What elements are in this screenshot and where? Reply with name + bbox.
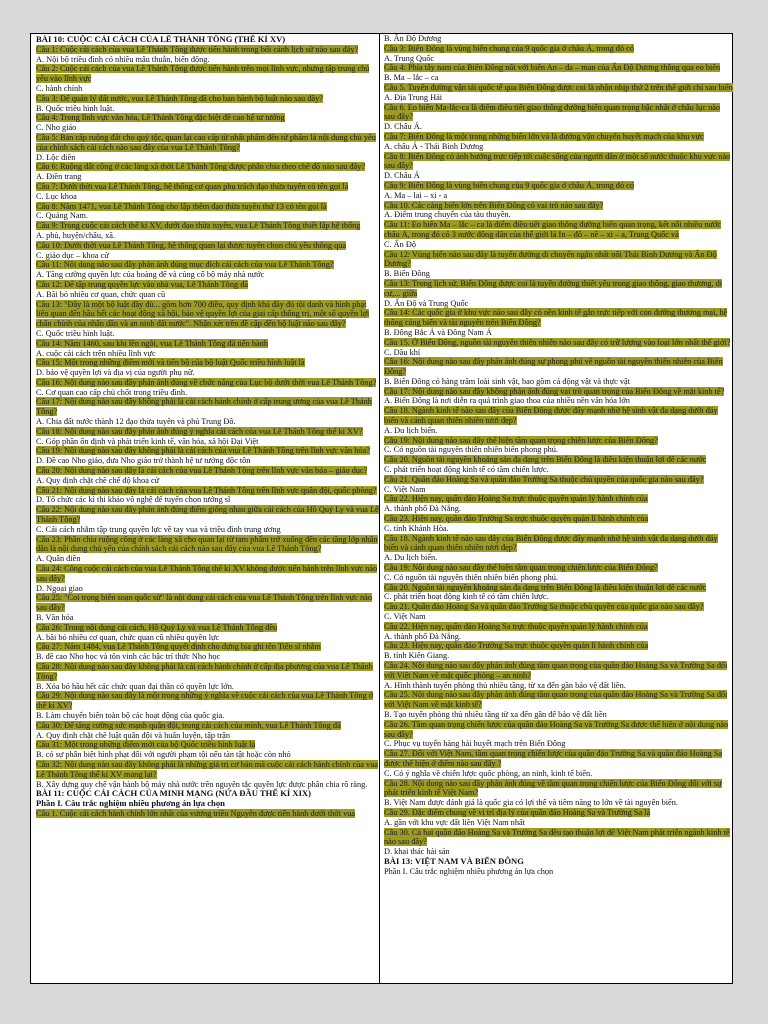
- question-text: [36, 378, 379, 388]
- answer-text: [36, 652, 379, 662]
- answer-text: [384, 798, 733, 808]
- answer-label: A. Nội bộ triều đình có nhiều mâu thuẫn, biến động.: [36, 54, 210, 64]
- answer-label: C. Việt Nam: [384, 484, 426, 494]
- question-text: [384, 690, 733, 710]
- question-label: Câu 11: Eo biển Ma – lắc – ca là điểm điều tiết giao thông đường biển quan trọng, kết nối nhiều nước châu Á, trong đó có 3 nước đông dân của thế giới là In – đô – nê – xi – a, Trung Quốc và: [384, 220, 722, 239]
- question-text: [36, 358, 379, 368]
- answer-label: A. cuộc cải cách trên nhiều lĩnh vực: [36, 348, 156, 358]
- answer-label: B. Tạo tuyến phòng thủ nhiều tầng từ xa đến gần để bảo vệ đất liền: [384, 709, 607, 719]
- answer-text: [384, 612, 733, 622]
- question-text: [36, 691, 379, 711]
- question-label: Câu 17: Nội dung nào sau đây không phải là cải cách hành chính ở cấp trung ương của vua Lê Thánh Tông?: [36, 397, 372, 417]
- question-label: Câu 18: Nội dung nào sau đây phản ánh đúng ý nghĩa cải cách của vua Lê Thánh Tông thế kỉ XV?: [36, 426, 363, 436]
- answer-text: [384, 73, 733, 83]
- answer-label: C. Cải cách nhằm tập trung quyền lực về tay vua và triều đình trung ương: [36, 524, 281, 534]
- answer-text: [384, 377, 733, 387]
- question-label: Câu 18. Ngành kinh tế nào sau đây của Biển Đông được đẩy mạnh nhờ hệ sinh vật đa dạng dưới đáy biển và cảnh quan thiên nhiên tươi đẹp?: [384, 533, 718, 553]
- answer-label: A. Chia đất nước thành 12 đạo thừa tuyên và phủ Trung Đô.: [36, 417, 236, 427]
- answer-text: [36, 329, 379, 339]
- section-heading: [36, 35, 379, 45]
- question-text: [384, 779, 733, 799]
- question-text: [36, 397, 379, 417]
- answer-text: [36, 613, 379, 623]
- answer-text: [36, 456, 379, 466]
- answer-text: [36, 388, 379, 398]
- question-text: [36, 94, 379, 104]
- answer-text: [384, 396, 733, 406]
- answer-label: C. hành chính: [36, 83, 83, 93]
- answer-text: [384, 269, 733, 279]
- question-label: Câu 10: Dưới thời vua Lê Thánh Tông, hệ thống quan lại được tuyển chọn chủ yếu thông qua: [36, 240, 347, 250]
- question-text: [384, 152, 733, 172]
- question-label: Câu 6: Ruộng đất công ở các làng xã thời Lê Thánh Tông được phân chia theo chế độ nào sau đây?: [36, 162, 366, 172]
- question-text: [384, 132, 733, 142]
- answer-label: B. Làm chuyển biến toàn bộ các hoạt động của quốc gia.: [36, 710, 225, 720]
- question-text: [36, 486, 379, 496]
- question-label: Câu 2: Cuộc cải cách của vua Lê Thánh Tông được tiến hành trên mọi lĩnh vực, nhưng tập trung chủ yếu vào lĩnh vực: [36, 64, 370, 84]
- question-label: Câu 15: Một trong những điểm mới và tiến bộ của bộ luật Quốc triều hình luật là: [36, 358, 305, 368]
- question-label: Câu 29: Nội dung nào sau đây là một trong những ý nghĩa về cuộc cải cách của vua Lê Thánh Tông ở thế kỉ XV?: [36, 691, 374, 711]
- question-text: [384, 494, 733, 504]
- answer-label: A. Quy định chặt chẽ chế độ khoa cử: [36, 475, 160, 485]
- question-label: Câu 24. Nội dung nào sau đây phản ánh đúng tầm quan trọng của quần đảo Hoàng Sa và Trường Sa đối với Việt Nam về mặt quốc phòng – an ninh?: [384, 661, 728, 680]
- question-text: [384, 622, 733, 632]
- answer-text: [384, 651, 733, 661]
- question-label: Câu 25: "Coi trọng biên soạn quốc sử" là nội dung cải cách của vua Lê Thánh Tông trên lĩnh vực nào sau đây?: [36, 593, 372, 613]
- question-text: [384, 534, 733, 554]
- answer-label: Phần I. Câu trắc nghiệm nhiều phương án lựa chọn: [384, 866, 554, 876]
- answer-text: [384, 504, 733, 514]
- answer-label: D. Lộc điền: [36, 152, 76, 162]
- question-text: [384, 201, 733, 211]
- answer-text: [36, 172, 379, 182]
- question-label: Câu 21. Quần đảo Hoàng Sa và quần đảo Trường Sa thuộc chủ quyền của quốc gia nào sau đây?: [384, 474, 704, 484]
- question-text: [36, 64, 379, 84]
- answer-text: [36, 554, 379, 564]
- answer-label: B. Việt Nam được đánh giá là quốc gia có lợi thế và tiềm năng to lớn về tài nguyên biển.: [384, 798, 678, 808]
- answer-label: A. Địa Trung Hải: [384, 92, 443, 102]
- answer-text: [384, 191, 733, 201]
- answer-label: B. có sự phân biệt hình phạt đối với người phạm tội nếu tàn tật hoặc còn nhỏ: [36, 750, 291, 760]
- question-text: [36, 113, 379, 123]
- answer-text: [384, 553, 733, 563]
- answer-label: B. Biển Đông: [384, 269, 430, 279]
- answer-label: C. Có nguồn tài nguyên thiên nhiên biển phong phú.: [384, 572, 558, 582]
- heading-text: Phần I. Câu trắc nghiệm nhiều phương án lựa chọn: [36, 798, 225, 809]
- question-label: Câu 15. Ở Biển Đông, nguồn tài nguyên thiên nhiên nào sau đây có trữ lượng vào loại lớn nhất thế giới?: [384, 337, 731, 347]
- question-text: [36, 593, 379, 613]
- answer-label: B. Ma – lắc – ca: [384, 73, 439, 83]
- answer-label: A. Bãi bỏ nhiều cơ quan, chức quan cũ: [36, 289, 166, 299]
- answer-text: [36, 584, 379, 594]
- question-label: Câu 16: Nội dung nào sau đây phản ánh đúng sự phong phú về nguồn tài nguyên thiên nhiên của Biển Đông?: [384, 357, 723, 377]
- answer-label: A. Hình thành tuyến phòng thủ nhiều tầng, từ xa đến gần bảo vệ đất liền.: [384, 680, 626, 690]
- answer-label: A. gần với khu vực đất liền Việt Nam nhất: [384, 817, 525, 827]
- question-label: Câu 3: Biển Đông là vùng biển chung của 9 quốc gia ở châu Á, trong đó có: [384, 43, 635, 53]
- question-text: [36, 623, 379, 633]
- answer-label: D. bảo vệ quyền lợi và địa vị của người phụ nữ.: [36, 368, 195, 378]
- answer-text: [36, 290, 379, 300]
- question-text: [36, 642, 379, 652]
- section-heading: [36, 799, 379, 809]
- document-page: [30, 33, 733, 984]
- question-label: Câu 19: Nội dung nào sau đây không phải là cải cách của vua Lê Thánh Tông trên lĩnh vực văn hóa?: [36, 446, 370, 456]
- question-label: Câu 18. Ngành kinh tế nào sau đây của Biển Đông được đẩy mạnh nhờ hệ sinh vật đa dạng dưới đáy biển và cảnh quan thiên nhiên tươi đẹp?: [384, 406, 718, 426]
- answer-label: C. Góp phần ổn định và phát triển kinh tế, văn hóa, xã hội Đại Việt: [36, 436, 259, 446]
- question-text: [384, 181, 733, 191]
- question-text: [384, 250, 733, 270]
- answer-label: A. Trung Quốc: [384, 53, 435, 63]
- answer-text: [384, 426, 733, 436]
- answer-label: B. Biển Đông có hàng trăm loài sinh vật, bao gồm cả động vật và thực vật: [384, 376, 630, 386]
- question-label: Câu 23: Phần chia ruộng công ở các làng xã cho quan lại từ tam phẩm trở xuống đến các tầng lớp nhân dân là nội dung chủ yếu của chính sách cải cách nào sau đây của vua Lê Thánh Tông?: [36, 534, 378, 554]
- question-label: Câu 27. Đối với Việt Nam, tầm quan trọng chiến lược của quần đảo Trường Sa và quần đảo Hoàng Sa được thể hiện ở điểm nào sau đây ?: [384, 749, 723, 768]
- answer-text: [384, 710, 733, 720]
- answer-text: [384, 171, 733, 181]
- answer-label: A. châu Á - Thái Bình Dương: [384, 141, 484, 151]
- answer-label: A. bãi bỏ nhiều cơ quan, chức quan cũ nhiều quyền lực: [36, 632, 220, 642]
- answer-label: A. Du lịch biển.: [384, 425, 438, 435]
- question-text: [384, 338, 733, 348]
- answer-text: [36, 731, 379, 741]
- question-label: Câu 14: Các quốc gia ở khu vực nào sau đây có nền kinh tế gắn trực tiếp với con đường thương mại, hệ thống cảng biển và tài nguyên trên Biển Đông?: [384, 308, 728, 328]
- answer-label: C. tỉnh Khánh Hòa.: [384, 523, 449, 533]
- answer-label: C. Dầu khí: [384, 347, 421, 357]
- question-label: Câu 13: "Đây là một bộ luật đầy đủ... gồm hơn 700 điều, quy định khá đầy đủ tội danh và hình phạt liên quan đến hầu hết các hoạt động xã hội, bảo vệ quyền lợi của giai cấp thống trị, một số quyền lợi chân chính của nhân dân và an ninh đất nước". Nhận xét trên đề cập đến bộ luật nào sau đây?: [36, 299, 370, 329]
- answer-label: A. thành phố Đà Nẵng.: [384, 631, 461, 641]
- answer-label: C. Nho giáo: [36, 123, 77, 133]
- question-label: Câu 4: Phía tây nam của Biển Đông nối với biển An – đa – man của Ấn Độ Dương thông qua eo biển: [384, 63, 721, 73]
- question-text: [384, 406, 733, 426]
- answer-text: [36, 495, 379, 505]
- answer-label: B. Quốc triều hình luật.: [36, 103, 115, 113]
- question-text: [36, 564, 379, 584]
- answer-label: B. Đông Bắc Á và Đông Nam Á: [384, 327, 492, 337]
- answer-label: A. Điền trang: [36, 172, 82, 182]
- answer-label: B. Xây dựng quy chế vận hành bộ máy nhà nước trên nguyên tắc quyền lực được phân chia rõ ràng.: [36, 779, 368, 789]
- question-text: [384, 279, 733, 299]
- question-text: [36, 280, 379, 290]
- question-text: [384, 808, 733, 818]
- question-text: [384, 103, 733, 123]
- answer-text: [384, 818, 733, 828]
- answer-text: [36, 251, 379, 261]
- answer-label: B. Xóa bỏ hầu hết các chức quan đại thần có quyền lực lớn.: [36, 681, 234, 691]
- question-text: [36, 202, 379, 212]
- question-label: Câu 9: Trong cuộc cải cách thế kỉ XV, dưới đạo thừa tuyên, vua Lê Thánh Tông thiết lập hệ thống: [36, 221, 361, 231]
- answer-label: C. Lục khoa: [36, 191, 77, 201]
- answer-label: C. Có ý nghĩa về chiến lược quốc phòng, an ninh, kinh tế biển.: [384, 768, 593, 778]
- question-label: Câu 27: Năm 1484, vua Lê Thánh Tông quyết định cho dựng bia ghi tên Tiến sĩ nhằm: [36, 642, 321, 652]
- question-text: [384, 357, 733, 377]
- question-label: Câu 7: Dưới thời vua Lê Thánh Tông, hệ thống cơ quan phụ trách đạo thừa tuyên có tên gọi là: [36, 181, 349, 191]
- question-text: [36, 133, 379, 153]
- heading-text: BÀI 13: VIỆT NAM VÀ BIỂN ĐÔNG: [384, 855, 524, 866]
- answer-label: A. Điểm trung chuyển của tàu thuyền.: [384, 210, 511, 220]
- question-label: Câu 7: Biển Đông là một trong những biển lớn và là đường vận chuyển huyết mạch của khu vực: [384, 131, 704, 141]
- question-label: Câu 21. Quần đảo Hoàng Sa và quần đảo Trường Sa thuộc chủ quyền của quốc gia nào sau đây?: [384, 602, 704, 612]
- question-label: Câu 16: Nội dung nào sau đây phản ánh đúng về chức năng của Lục bộ dưới thời vua Lê Thánh Tông?: [36, 377, 377, 387]
- answer-text: [384, 485, 733, 495]
- question-label: Câu 22. Hiện nay, quần đảo Hoàng Sa trực thuộc quyền quản lý hành chính của: [384, 494, 648, 504]
- answer-text: [384, 867, 733, 877]
- question-label: Câu 1: Cuộc cải cách của vua Lê Thánh Tông được tiến hành trong bối cảnh lịch sử nào sau đây?: [36, 44, 359, 54]
- question-text: [36, 466, 379, 476]
- section-heading: [384, 857, 733, 867]
- answer-label: C. Phục vụ tuyến hàng hải huyết mạch trên Biển Đông: [384, 739, 566, 749]
- answer-text: [384, 142, 733, 152]
- answer-text: [36, 192, 379, 202]
- question-label: Câu 21: Nội dung nào sau đây là cải cách của vua Lê Thánh Tông trên lĩnh vực quân đội, quốc phòng?: [36, 485, 377, 495]
- answer-label: C. Cơ quan cao cấp chủ chốt trong triều đình.: [36, 387, 188, 397]
- answer-text: [384, 445, 733, 455]
- heading-text: BÀI 11: CUỘC CẢI CÁCH CỦA MINH MẠNG (NỬA ĐẦU THẾ KỈ XIX): [36, 788, 312, 799]
- question-text: [384, 514, 733, 524]
- answer-text: [384, 769, 733, 779]
- question-label: Câu 6. Eo biển Ma-lắc-ca là điểm điều tiết giao thông đường biển quan trọng bậc nhất ở châu lục nào sau đây?: [384, 102, 721, 122]
- right-column: [379, 34, 733, 983]
- answer-text: [36, 349, 379, 359]
- answer-text: [384, 299, 733, 309]
- answer-label: B. Văn hóa: [36, 613, 74, 623]
- question-text: [36, 427, 379, 437]
- question-text: [384, 475, 733, 485]
- answer-label: D. Ấn Độ và Trung Quốc: [384, 298, 469, 308]
- question-label: Câu 32: Nội dung nào sau đây không phải là những giá trị cơ bản mà cuộc cải cách hành chính của vua Lê Thánh Tông thế kỉ XV mang lại?: [36, 759, 379, 779]
- answer-label: A. Du lịch biển.: [384, 553, 438, 563]
- question-text: [384, 63, 733, 73]
- question-text: [384, 720, 733, 740]
- question-label: Câu 12: Vùng biển nào sau đây là tuyến đường di chuyển ngắn nhất nối Thái Bình Dương và Ấn Độ Dương?: [384, 249, 717, 269]
- question-text: [36, 45, 379, 55]
- answer-label: A. Biển Đông là nơi diễn ra quá trình giao thoa của nhiều nền văn hóa lớn: [384, 396, 630, 406]
- question-text: [36, 182, 379, 192]
- question-label: Câu 3: Để quản lý đất nước, vua Lê Thánh Tông đã cho ban hành bộ luật nào sau đây?: [36, 93, 323, 103]
- question-text: [384, 436, 733, 446]
- question-label: Câu 19: Nội dung nào sau đây thể hiện tầm quan trọng chiến lược của Biển Đông?: [384, 563, 658, 573]
- question-text: [36, 339, 379, 349]
- question-text: [384, 44, 733, 54]
- question-label: Câu 24: Công cuộc cải cách của vua Lê Thánh Tông thế kỉ XV không được tiến hành trên lĩnh vực nào sau đây?: [36, 564, 378, 583]
- answer-text: [384, 34, 733, 44]
- answer-label: C. phát triển hoạt động kinh tế có tầm chiến lược.: [384, 592, 549, 602]
- answer-label: C. giáo dục – khoa cử: [36, 250, 109, 260]
- answer-text: [36, 104, 379, 114]
- answer-label: B. đề cao Nho học và tôn vinh các bậc trí thức Nho học: [36, 652, 221, 662]
- answer-text: [36, 525, 379, 535]
- question-label: Câu 23. Hiện nay, quần đảo Trường Sa trực thuộc quyền quản lí hành chính của: [384, 514, 649, 524]
- question-text: [36, 260, 379, 270]
- question-label: Câu 23. Hiện nay, quần đảo Trường Sa trực thuộc quyền quản lí hành chính của: [384, 641, 649, 651]
- answer-label: A. Quy định chặt chẽ luật quân đội và huấn luyện, tập trận: [36, 730, 231, 740]
- answer-label: B. tỉnh Kiên Giang.: [384, 651, 450, 661]
- question-text: [384, 308, 733, 328]
- question-label: Câu 4: Trong lĩnh vực văn hóa, Lê Thánh Tông đặc biệt đề cao hệ tư tưởng: [36, 113, 285, 123]
- question-text: [36, 760, 379, 780]
- answer-text: [36, 231, 379, 241]
- answer-text: [384, 739, 733, 749]
- question-label: Câu 13: Trong lịch sử, Biển Đông được coi là tuyến đường thiết yếu trong giao thông, giao thương, di cư,... giữa: [384, 278, 723, 298]
- question-label: Câu 22: Nội dung nào sau đây phản ánh đúng điểm giống nhau giữa cải cách của Hồ Quý Ly và vua Lê Thánh Tông?: [36, 505, 379, 525]
- question-label: Câu 20. Nguồn tài nguyên khoáng sản đa dạng trên Biển Đông là điều kiện thuận lợi để các nước: [384, 455, 707, 465]
- question-label: Câu 22. Hiện nay, quần đảo Hoàng Sa trực thuộc quyền quản lý hành chính của: [384, 621, 648, 631]
- answer-label: C. Có nguồn tài nguyên thiên nhiên biển phong phú.: [384, 445, 558, 455]
- question-label: Câu 1. Cuộc cải cách hành chính lớn nhất của vương triều Nguyễn được tiến hành dưới thời vua: [36, 808, 356, 818]
- question-text: [36, 241, 379, 251]
- question-text: [36, 662, 379, 682]
- question-label: Câu 28: Nội dung nào sau đây không phải là cải cách hành chính ở cấp địa phương của vua Lê Thánh Tông?: [36, 662, 373, 681]
- answer-text: [384, 122, 733, 132]
- question-text: [36, 535, 379, 555]
- answer-label: B. Ấn Độ Dương: [384, 34, 442, 43]
- question-text: [384, 583, 733, 593]
- answer-label: D. khai thác hải sản: [384, 847, 450, 857]
- answer-label: A. Tăng cường quyền lực của hoàng đế và củng cố bộ máy nhà nước: [36, 270, 265, 280]
- answer-label: C. Quốc triều hình luật.: [36, 328, 115, 338]
- answer-text: [36, 270, 379, 280]
- question-label: Câu 20. Nguồn tài nguyên khoáng sản đa dạng trên Biển Đông là điều kiện thuận lợi để các nước: [384, 582, 707, 592]
- answer-text: [384, 465, 733, 475]
- answer-text: [384, 54, 733, 64]
- answer-label: C. Việt Nam: [384, 612, 426, 622]
- answer-label: D. Châu Á: [384, 171, 420, 181]
- answer-label: A. Ma – lai – xi - a: [384, 190, 448, 200]
- question-text: [384, 828, 733, 848]
- question-text: [36, 446, 379, 456]
- question-text: [384, 83, 733, 93]
- question-label: Câu 28. Nội dung nào sau đây phản ánh đúng về tầm quan trọng chiến lược của Biển Đông đối với sự phát triển kinh tế Việt Nam?: [384, 778, 722, 798]
- question-text: [384, 563, 733, 573]
- question-text: [36, 721, 379, 731]
- question-text: [384, 641, 733, 651]
- answer-label: C. phát triển hoạt động kinh tế có tầm chiến lược.: [384, 465, 549, 475]
- answer-text: [36, 417, 379, 427]
- answer-text: [36, 55, 379, 65]
- question-label: Câu 12: Để tập trung quyền lực vào nhà vua, Lê Thánh Tông đã: [36, 279, 249, 289]
- answer-text: [36, 633, 379, 643]
- answer-label: A. thành phố Đà Nẵng.: [384, 504, 461, 514]
- answer-text: [36, 682, 379, 692]
- question-label: Câu 31: Một trong những điểm mới của bộ Quốc triều hình luật là: [36, 740, 256, 750]
- question-label: Câu 25. Nội dung nào sau đây phản ánh đúng tầm quan trọng của quần đảo Hoàng Sa và Trường Sa đối với Việt Nam về mặt kinh tế?: [384, 690, 728, 710]
- question-label: Câu 17: Nội dung nào sau đây không phản ánh đúng vai trò quan trọng của Biển Đông về mặt kinh tế?: [384, 386, 725, 396]
- answer-text: [384, 210, 733, 220]
- answer-text: [36, 84, 379, 94]
- question-text: [384, 602, 733, 612]
- question-label: Câu 26: Trong nội dung cải cách, Hồ Quý Ly và vua Lê Thánh Tông đều: [36, 622, 278, 632]
- answer-label: A. Quân điền: [36, 554, 81, 564]
- question-label: Câu 30: Để tăng cường sức mạnh quân đội, trong cải cách của mình, vua Lê Thánh Tông đã: [36, 720, 341, 730]
- question-text: [384, 749, 733, 769]
- answer-text: [384, 328, 733, 338]
- question-label: Câu 11: Nội dung nào sau đây phản ánh đúng mục đích cải cách của vua Lê Thánh Tông?: [36, 260, 334, 270]
- question-text: [36, 162, 379, 172]
- question-label: Câu 5. Tuyến đường vận tải quốc tế qua Biển Đông được coi là nhộn nhịp thứ 2 trên thế giới chỉ sau biển: [384, 82, 733, 92]
- question-label: Câu 30. Cả hai quần đảo Hoàng Sa và Trường Sa đều tạo thuận lợi để Việt Nam phát triển ngành kinh tế nào sau đây?: [384, 827, 730, 847]
- answer-text: [384, 632, 733, 642]
- question-text: [36, 505, 379, 525]
- answer-text: [36, 123, 379, 133]
- answer-text: [384, 524, 733, 534]
- question-text: [36, 300, 379, 329]
- question-text: [384, 387, 733, 397]
- question-text: [36, 221, 379, 231]
- answer-label: D. Đề cao Nho giáo, đưa Nho giáo trở thành hệ tư tưởng độc tôn: [36, 456, 251, 466]
- answer-text: [384, 592, 733, 602]
- answer-label: A. phủ, huyện/châu, xã.: [36, 230, 116, 240]
- question-text: [36, 740, 379, 750]
- question-label: Câu 14: Năm 1460, sau khi lên ngôi, vua Lê Thánh Tông đã tiến hành: [36, 338, 268, 348]
- question-text: [384, 455, 733, 465]
- question-label: Câu 8: Năm 1471, vua Lê Thánh Tông cho lập thêm đạo thừa tuyên thứ 13 có tên gọi là: [36, 201, 327, 211]
- answer-label: C. Ấn Độ: [384, 239, 417, 249]
- answer-text: [36, 437, 379, 447]
- answer-text: [384, 573, 733, 583]
- question-label: Câu 29. Đặc điểm chung về vị trí địa lý của quần đảo Hoàng Sa và Trường Sa là: [384, 807, 651, 817]
- left-column: [36, 35, 379, 819]
- question-label: Câu 20: Nội dung nào sau đây là cải cách của vua Lê Thánh Tông trên lĩnh vực văn hóa – giáo dục?: [36, 466, 368, 476]
- answer-text: [384, 681, 733, 691]
- answer-label: D. Châu Á.: [384, 122, 422, 132]
- question-label: Câu 26. Tầm quan trọng chiến lược của quần đảo Hoàng Sa và Trường Sa được thể hiện ở nội dung nào sau đây?: [384, 719, 729, 739]
- answer-label: D. Tổ chức các kì thi khảo võ nghệ để tuyển chọn tướng sĩ: [36, 495, 231, 505]
- answer-text: [384, 348, 733, 358]
- question-label: Câu 5: Bản cấp ruộng đất cho quý tộc, quan lại cao cấp từ nhất phẩm đến tứ phẩm là nội dung chủ yếu của chính sách cải cách nào sau đây của vua Lê Thánh Tông?: [36, 132, 376, 152]
- answer-text: [36, 368, 379, 378]
- question-label: Câu 9: Biển Đông là vùng biển chung của 9 quốc gia ở châu Á, trong đó có: [384, 180, 635, 190]
- answer-text: [36, 476, 379, 486]
- answer-label: D. Ngoại giao: [36, 583, 83, 593]
- question-label: Câu 8: Biển Đông có ảnh hưởng trực tiếp tới cuộc sống của người dân ở một số nước thuộc khu vực nào sau đây?: [384, 151, 731, 171]
- answer-text: [36, 750, 379, 760]
- answer-text: [36, 211, 379, 221]
- question-text: [36, 809, 379, 819]
- answer-text: [384, 240, 733, 250]
- answer-label: C. Quảng Nam.: [36, 211, 89, 221]
- question-text: [384, 661, 733, 681]
- question-label: Câu 10. Các cảng biển lớn trên Biển Đông có vai trò nào sau đây?: [384, 200, 604, 210]
- answer-text: [36, 711, 379, 721]
- heading-text: BÀI 10: CUỘC CẢI CÁCH CỦA LÊ THÁNH TÔNG (THẾ KỈ XV): [36, 35, 286, 44]
- answer-text: [384, 93, 733, 103]
- question-text: [384, 220, 733, 240]
- answer-text: [36, 153, 379, 163]
- question-label: Câu 19: Nội dung nào sau đây thể hiện tầm quan trọng chiến lược của Biển Đông?: [384, 435, 658, 445]
